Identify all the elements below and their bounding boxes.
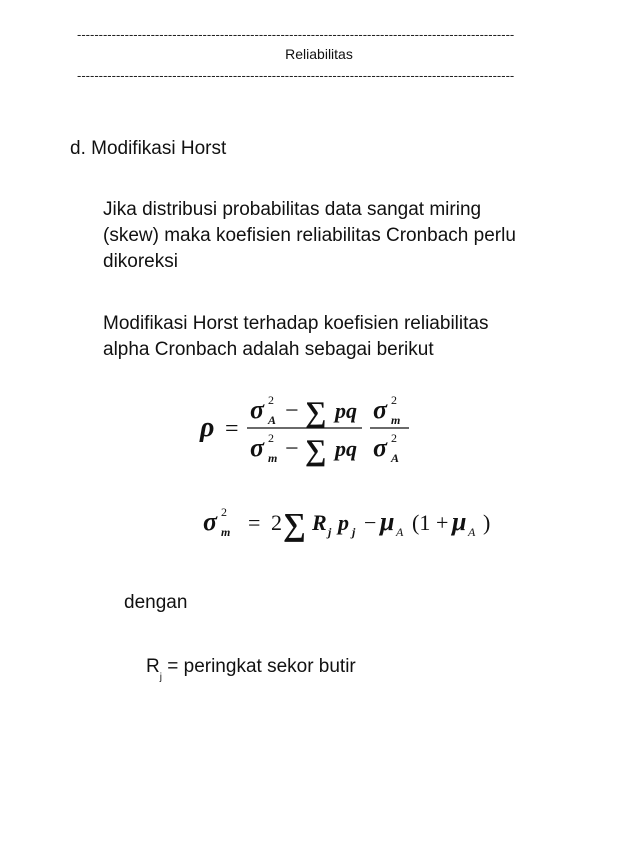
- f2-rparen: ): [483, 510, 491, 535]
- den-sum: ∑: [305, 434, 327, 467]
- f2-plus: +: [436, 510, 449, 535]
- den-pq: pq: [335, 436, 357, 461]
- ratio-num-sigma: σ: [373, 395, 388, 424]
- f2-lparen: (1: [412, 510, 431, 535]
- ratio-num-sub: m: [391, 413, 401, 427]
- f2-mu-sub: A: [396, 525, 404, 539]
- den-sigma-sub: m: [268, 451, 278, 465]
- f2-minus: −: [364, 510, 377, 535]
- f2-R-sub: j: [328, 525, 332, 539]
- paragraph-skew: [103, 197, 593, 275]
- section-heading: d. Modifikasi Horst: [70, 138, 227, 159]
- f2-R: R: [312, 510, 327, 535]
- f2-sum: ∑: [283, 506, 306, 542]
- f2-sigma: σ: [203, 507, 218, 536]
- den-sigma: σ: [250, 433, 265, 462]
- paragraph-line: alpha Cronbach adalah sebagai berikut: [103, 339, 434, 360]
- definition-symbol-r: R: [146, 656, 160, 677]
- f2-p-sub: j: [352, 525, 356, 539]
- page-header-title: Reliabilitas: [285, 46, 353, 62]
- f2-two: 2: [271, 510, 282, 535]
- den-sigma-sup: 2: [268, 431, 274, 445]
- ratio-den-sigma: σ: [373, 433, 388, 462]
- ratio-den-sub: A: [391, 451, 400, 465]
- paragraph-line: (skew) maka koefisien reliabilitas Cronbach perlu: [103, 225, 516, 246]
- f2-p: p: [338, 510, 349, 535]
- rho-symbol: ρ: [200, 412, 215, 443]
- f2-equals: =: [248, 510, 261, 535]
- f2-mu2-sub: A: [468, 525, 476, 539]
- definition-rj: [146, 656, 356, 683]
- f2-sigma-sub: m: [221, 525, 231, 539]
- equals-sign: =: [225, 416, 239, 442]
- ratio-den-sup: 2: [391, 431, 397, 445]
- definition-text: = peringkat sekor butir: [161, 656, 356, 677]
- formula-horst-rho: [195, 388, 425, 478]
- f2-sigma-sup: 2: [221, 505, 227, 519]
- definition-symbol-j: j: [159, 672, 162, 683]
- num-pq: pq: [335, 398, 357, 423]
- header-rule-bottom: -----------------------------------------------------------------------------------------------------: [77, 68, 515, 83]
- paragraph-horst: [103, 311, 593, 363]
- paragraph-line: dikoreksi: [103, 251, 178, 272]
- den-minus: −: [285, 436, 299, 462]
- ratio-num-sup: 2: [391, 393, 397, 407]
- num-sum: ∑: [305, 396, 327, 429]
- formula-sigma-m: [198, 498, 508, 548]
- header-rule-top: -----------------------------------------------------------------------------------------------------: [77, 27, 515, 42]
- f2-mu: μ: [380, 507, 395, 536]
- dengan-label: dengan: [124, 592, 188, 613]
- num-sigma: σ: [250, 395, 265, 424]
- f2-mu2: μ: [452, 507, 467, 536]
- num-sigma-sup: 2: [268, 393, 274, 407]
- paragraph-line: Jika distribusi probabilitas data sangat miring: [103, 199, 482, 220]
- paragraph-line: Modifikasi Horst terhadap koefisien reliabilitas: [103, 313, 489, 334]
- num-sigma-sub: A: [268, 413, 277, 427]
- num-minus: −: [285, 398, 299, 424]
